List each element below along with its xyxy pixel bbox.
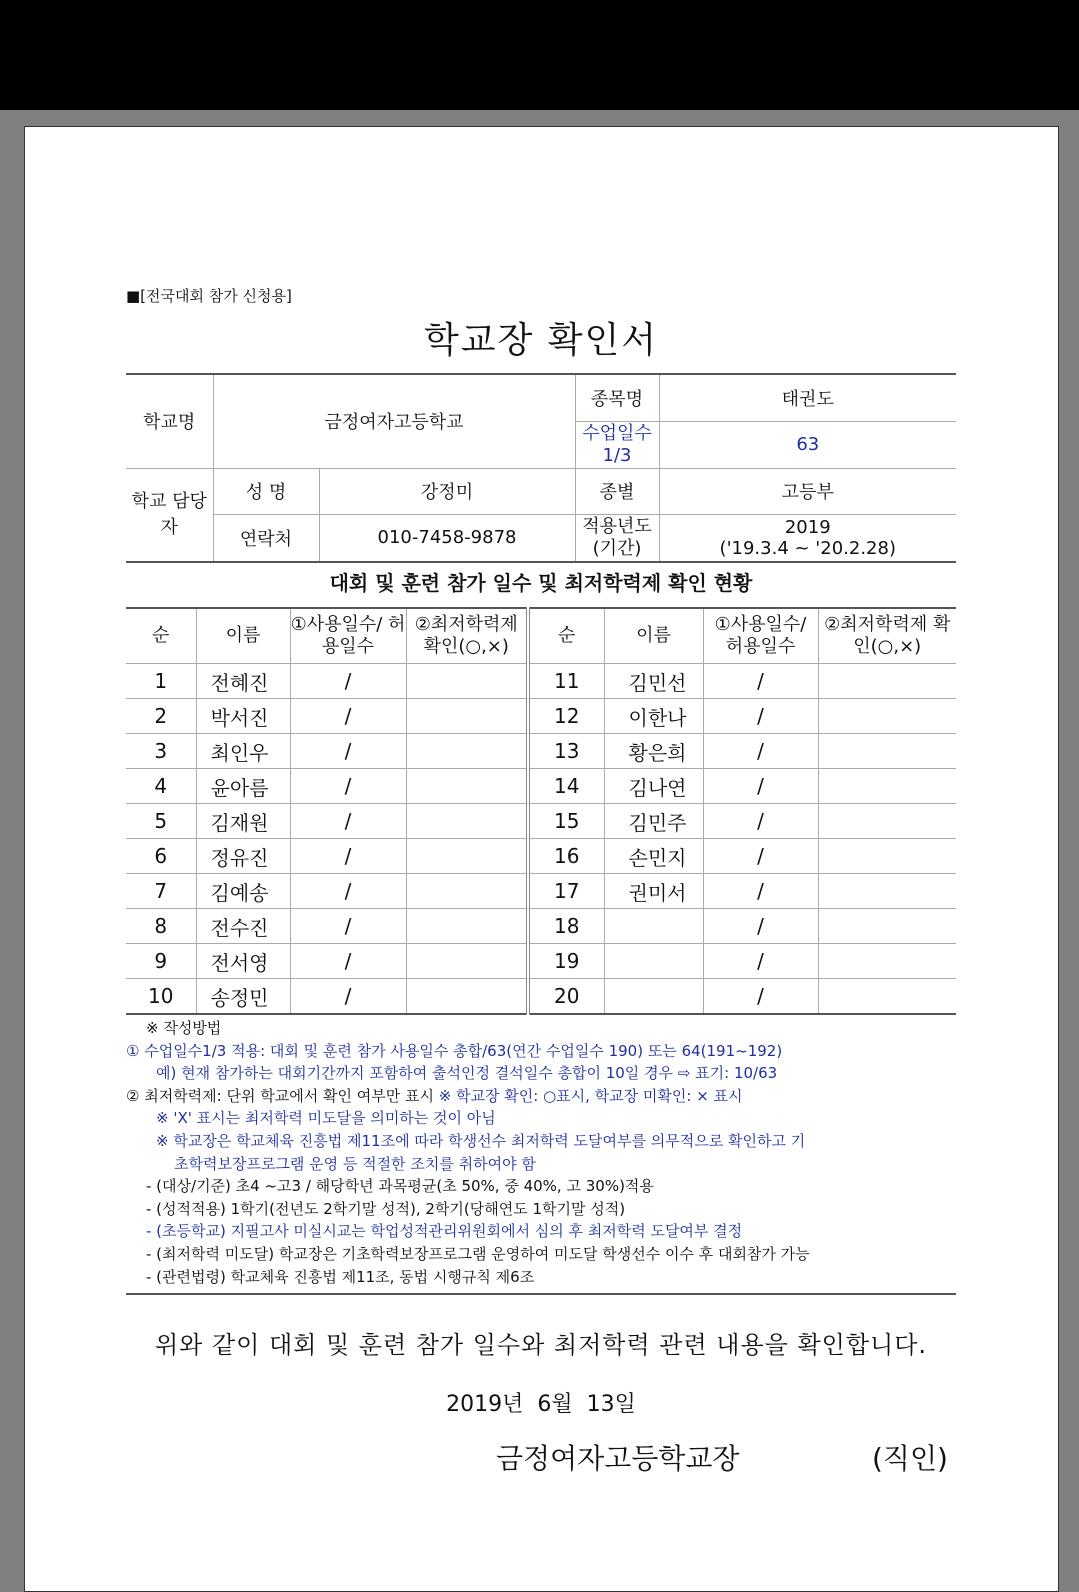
roster-left-check — [406, 804, 528, 839]
bullet-4: - (최저학력 미도달) 학교장은 기초학력보장프로그램 운영하여 미도달 학생선수 이수 후 대회참가 가능 — [146, 1244, 810, 1263]
roster-right-days: / — [703, 944, 818, 979]
roster-left-check — [406, 874, 528, 909]
division-label: 종별 — [575, 468, 659, 514]
roster-right-days: / — [703, 664, 818, 699]
roster-right-no: 15 — [528, 804, 604, 839]
roster-left-no: 4 — [126, 769, 196, 804]
roster-right-name: 김민선 — [604, 664, 703, 699]
roster-left-check — [406, 699, 528, 734]
note-2-b: ※ 학교장 확인: ○표시, 학교장 미확인: × 표시 — [438, 1086, 743, 1105]
roster-right-name — [604, 909, 703, 944]
header-no: 순 — [126, 608, 196, 664]
roster-right-no: 12 — [528, 699, 604, 734]
roster-left-name: 김예송 — [196, 874, 290, 909]
roster-left-days: / — [290, 699, 406, 734]
roster-right-days: / — [703, 839, 818, 874]
note-2-a: ② 최저학력제: 단위 학교에서 확인 여부만 표시 — [126, 1086, 439, 1105]
roster-left-check — [406, 734, 528, 769]
table-row — [126, 664, 956, 699]
name-label: 성 명 — [213, 468, 319, 514]
roster-right-days: / — [703, 769, 818, 804]
roster-left-no: 9 — [126, 944, 196, 979]
year-value: 2019 — [784, 516, 831, 538]
roster-left-days: / — [290, 664, 406, 699]
info-table — [126, 373, 956, 563]
roster-left-days: / — [290, 734, 406, 769]
header-check-right: ②최저학력제 확인(○,×) — [818, 608, 956, 664]
confirm-date: 2019년 6월 13일 — [446, 1392, 636, 1417]
roster-right-name: 손민지 — [604, 839, 703, 874]
contact-label: 연락처 — [213, 514, 319, 562]
roster-left-no: 10 — [126, 979, 196, 1015]
roster-left-no: 3 — [126, 734, 196, 769]
roster-right-no: 20 — [528, 979, 604, 1015]
roster-left-days: / — [290, 909, 406, 944]
roster-right-check — [818, 944, 956, 979]
event-label: 종목명 — [575, 374, 659, 421]
roster-right-days: / — [703, 699, 818, 734]
roster-left-days: / — [290, 769, 406, 804]
roster-right-check — [818, 664, 956, 699]
roster-left-name: 정유진 — [196, 839, 290, 874]
contact-value: 010-7458-9878 — [319, 514, 575, 562]
roster-right-days: / — [703, 874, 818, 909]
roster-left-check — [406, 839, 528, 874]
roster-left-days: / — [290, 839, 406, 874]
roster-right-name: 김나연 — [604, 769, 703, 804]
header-no-right: 순 — [528, 608, 604, 664]
roster-right-no: 17 — [528, 874, 604, 909]
roster-right-days: / — [703, 979, 818, 1015]
roster-left-check — [406, 944, 528, 979]
note-1: ① 수업일수1/3 적용: 대회 및 훈련 참가 사용일수 총합/63(연간 수업일수 190) 또는 64(191~192) — [126, 1041, 783, 1060]
roster-right-no: 19 — [528, 944, 604, 979]
roster-right-no: 14 — [528, 769, 604, 804]
year-label: 적용년도 (기간) — [575, 514, 659, 562]
roster-right-no: 16 — [528, 839, 604, 874]
roster-right-name: 권미서 — [604, 874, 703, 909]
roster-left-name: 전서영 — [196, 944, 290, 979]
roster-left-check — [406, 909, 528, 944]
roster-right-no: 11 — [528, 664, 604, 699]
form-tag: ■[전국대회 참가 신청용] — [126, 287, 292, 305]
confirm-statement: 위와 같이 대회 및 훈련 참가 일수와 최저학력 관련 내용을 확인합니다. — [154, 1331, 928, 1359]
note-1-example: 예) 현재 참가하는 대회기간까지 포함하여 출석인정 결석일수 총합이 10일 경우 ⇨ 표기: 10/63 — [156, 1064, 778, 1083]
roster-right-check — [818, 699, 956, 734]
name-value: 강정미 — [319, 468, 575, 514]
roster-left-name: 송정민 — [196, 979, 290, 1015]
roster-left-no: 7 — [126, 874, 196, 909]
roster-right-check — [818, 874, 956, 909]
division-value: 고등부 — [659, 468, 956, 514]
note-2-c: ※ 'X' 표시는 최저학력 미도달을 의미하는 것이 아님 — [156, 1109, 496, 1128]
roster-right-check — [818, 769, 956, 804]
table-row — [126, 734, 956, 769]
header-days-right: ①사용일수/ 허용일수 — [703, 608, 818, 664]
roster-left-no: 8 — [126, 909, 196, 944]
roster-right-check — [818, 804, 956, 839]
notes-section — [126, 1017, 956, 1288]
section-title: 대회 및 훈련 참가 일수 및 최저학력제 확인 현황 — [329, 571, 753, 595]
roster-left-no: 6 — [126, 839, 196, 874]
roster-left-days: / — [290, 874, 406, 909]
class-days-label: 수업일수 1/3 — [575, 421, 659, 468]
note-2-d: ※ 학교장은 학교체육 진흥법 제11조에 따라 학생선수 최저학력 도달여부를 의무적으로 확인하고 기 — [156, 1131, 806, 1150]
bullet-2: - (성적적용) 1학기(전년도 2학기말 성적), 2학기(당해연도 1학기말 성적) — [146, 1199, 626, 1218]
school-label: 학교명 — [126, 374, 213, 468]
roster-left-name: 전수진 — [196, 909, 290, 944]
bullet-5: - (관련법령) 학교체육 진흥법 제11조, 동법 시행규칙 제6조 — [146, 1267, 535, 1286]
roster-right-name: 김민주 — [604, 804, 703, 839]
roster-left-no: 5 — [126, 804, 196, 839]
roster-left-name: 최인우 — [196, 734, 290, 769]
table-row — [126, 874, 956, 909]
year-cell — [659, 514, 956, 562]
roster-left-name: 윤아름 — [196, 769, 290, 804]
seal-placeholder: (직인) — [872, 1442, 948, 1475]
notes-heading: ※ 작성방법 — [146, 1019, 222, 1037]
roster-right-no: 13 — [528, 734, 604, 769]
note-2 — [126, 1085, 956, 1108]
bullet-3: - (초등학교) 지필고사 미실시교는 학업성적관리위원회에서 심의 후 최저학력 도달여부 결정 — [146, 1222, 743, 1241]
roster-right-days: / — [703, 734, 818, 769]
roster-left-no: 1 — [126, 664, 196, 699]
class-days-value: 63 — [659, 421, 956, 468]
roster-left-days: / — [290, 804, 406, 839]
header-check: ②최저학력제 확인(○,×) — [406, 608, 528, 664]
roster-left-name: 김재원 — [196, 804, 290, 839]
header-name: 이름 — [196, 608, 290, 664]
notes-divider — [126, 1293, 956, 1295]
school-name: 금정여자고등학교 — [213, 374, 575, 468]
roster-left-no: 2 — [126, 699, 196, 734]
table-row — [126, 979, 956, 1015]
table-row — [126, 699, 956, 734]
roster-left-name: 박서진 — [196, 699, 290, 734]
roster-header-row — [126, 608, 956, 664]
header-name-right: 이름 — [604, 608, 703, 664]
bullet-1: - (대상/기준) 초4 ~고3 / 해당학년 과목평균(초 50%, 중 40%, 고 30%)적용 — [146, 1177, 654, 1196]
roster-right-name: 이한나 — [604, 699, 703, 734]
roster-right-name — [604, 979, 703, 1015]
roster-left-check — [406, 979, 528, 1015]
roster-left-check — [406, 769, 528, 804]
manager-label: 학교 담당자 — [126, 468, 213, 562]
header-days: ①사용일수/ 허용일수 — [290, 608, 406, 664]
roster-left-days: / — [290, 944, 406, 979]
period-value: ('19.3.4 ~ '20.2.28) — [719, 537, 896, 559]
roster-right-name — [604, 944, 703, 979]
roster-table — [126, 607, 956, 1015]
table-row — [126, 909, 956, 944]
roster-right-check — [818, 909, 956, 944]
roster-left-days: / — [290, 979, 406, 1015]
roster-left-check — [406, 664, 528, 699]
signer-name: 금정여자고등학교장 — [496, 1442, 740, 1475]
note-2-e: 초학력보장프로그램 운영 등 적절한 조치를 취하여야 함 — [174, 1154, 536, 1173]
table-row — [126, 839, 956, 874]
event-value: 태권도 — [659, 374, 956, 421]
top-black-bar — [0, 0, 1079, 110]
table-row — [126, 804, 956, 839]
roster-right-check — [818, 979, 956, 1015]
roster-right-days: / — [703, 909, 818, 944]
document-page — [24, 126, 1059, 1592]
roster-right-no: 18 — [528, 909, 604, 944]
roster-right-check — [818, 839, 956, 874]
roster-right-check — [818, 734, 956, 769]
roster-left-name: 전혜진 — [196, 664, 290, 699]
document-title: 학교장 확인서 — [423, 320, 659, 361]
roster-right-name: 황은희 — [604, 734, 703, 769]
table-row — [126, 769, 956, 804]
roster-right-days: / — [703, 804, 818, 839]
table-row — [126, 944, 956, 979]
